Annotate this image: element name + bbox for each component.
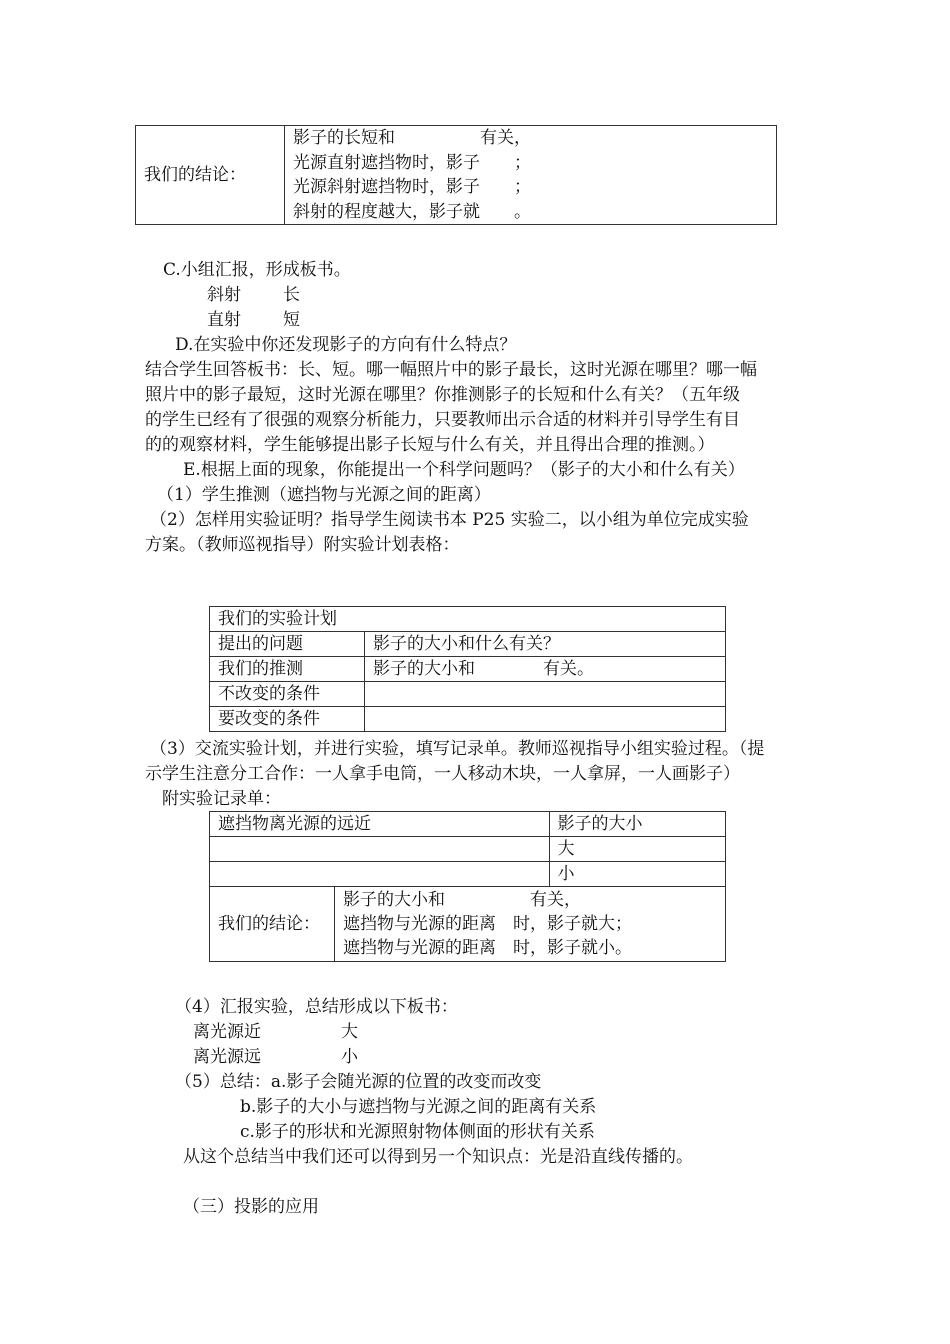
conclusion-line: 光源直射遮挡物时，影子 ； bbox=[293, 152, 531, 173]
board-line-1b: 长 bbox=[283, 285, 300, 305]
summary-b: b.影子的大小与遮挡物与光源之间的距离有关系 bbox=[240, 1097, 597, 1117]
board-line-1a: 斜射 bbox=[207, 285, 241, 305]
section-heading: （三）投影的应用 bbox=[183, 1197, 319, 1217]
record-header-distance: 遮挡物离光源的远近 bbox=[210, 812, 550, 837]
experiment-record-table bbox=[209, 811, 726, 962]
conclusion-line: 光源斜射遮挡物时，影子 ； bbox=[293, 177, 531, 197]
board-line-4a: 离光源远 bbox=[193, 1047, 261, 1067]
record-cell-size: 大 bbox=[549, 837, 725, 862]
paragraph-line: 结合学生回答板书：长、短。哪一幅照片中的影子最长，这时光源在哪里？哪一幅 bbox=[145, 360, 757, 380]
step-5: （5）总结：a.影子会随光源的位置的改变而改变 bbox=[175, 1072, 542, 1092]
experiment-plan-table bbox=[209, 606, 726, 732]
board-line-3b: 大 bbox=[341, 1022, 358, 1042]
step-3-cont: 示学生注意分工合作：一人拿手电筒，一人移动木块，一人拿屏，一人画影子） bbox=[145, 764, 740, 784]
plan-title: 我们的实验计划 bbox=[210, 607, 726, 632]
record-conclusion-line: 遮挡物与光源的距离 时，影子就小。 bbox=[343, 938, 632, 958]
step-1: （1）学生推测（遮挡物与光源之间的距离） bbox=[157, 485, 491, 505]
paragraph-line: 照片中的影子最短，这时光源在哪里？你推测影子的长短和什么有关？（五年级 bbox=[145, 385, 740, 405]
summary-note: 从这个总结当中我们还可以得到另一个知识点：光是沿直线传播的。 bbox=[183, 1147, 693, 1167]
summary-c: c.影子的形状和光源照射物体侧面的形状有关系 bbox=[240, 1122, 595, 1142]
paragraph-line: 的的观察材料，学生能够提出影子长短与什么有关，并且得出合理的推测。） bbox=[145, 435, 715, 455]
step-4: （4）汇报实验，总结形成以下板书： bbox=[175, 997, 458, 1017]
record-conclusion-label: 我们的结论： bbox=[210, 887, 335, 962]
plan-row-label: 我们的推测 bbox=[210, 657, 365, 682]
plan-row-label: 要改变的条件 bbox=[210, 707, 365, 732]
record-conclusion-line: 影子的大小和 有关， bbox=[343, 890, 581, 910]
record-sheet-caption: 附实验记录单： bbox=[162, 789, 281, 809]
record-header-size: 影子的大小 bbox=[549, 812, 725, 837]
step-d: D.在实验中你还发现影子的方向有什么特点？ bbox=[175, 335, 517, 355]
plan-row-label: 不改变的条件 bbox=[210, 682, 365, 707]
board-line-4b: 小 bbox=[341, 1047, 358, 1067]
board-line-3a: 离光源近 bbox=[193, 1022, 261, 1042]
paragraph-line: 的学生已经有了很强的观察分析能力，只要教师出示合适的材料并引导学生有目 bbox=[145, 410, 740, 430]
board-line-2a: 直射 bbox=[207, 310, 241, 330]
record-conclusion-line: 遮挡物与光源的距离 时，影子就大； bbox=[343, 914, 632, 934]
step-3: （3）交流实验计划，并进行实验，填写记录单。教师巡视指导小组实验过程。（提 bbox=[150, 739, 765, 759]
step-e: E.根据上面的现象，你能提出一个科学问题吗？（影子的大小和什么有关） bbox=[183, 460, 745, 480]
record-cell-size: 小 bbox=[549, 862, 725, 887]
step-2: （2）怎样用实验证明？指导学生阅读书本 P25 实验二，以小组为单位完成实验 bbox=[150, 510, 749, 530]
plan-row-value: 影子的大小和 有关。 bbox=[365, 657, 726, 682]
record-cell-empty bbox=[210, 862, 550, 887]
step-c: C.小组汇报，形成板书。 bbox=[163, 260, 351, 280]
board-line-2b: 短 bbox=[283, 310, 300, 330]
plan-row-value: 影子的大小和什么有关？ bbox=[365, 632, 726, 657]
plan-row-value bbox=[365, 682, 726, 707]
plan-row-label: 提出的问题 bbox=[210, 632, 365, 657]
conclusion-line: 影子的长短和 有关， bbox=[293, 128, 531, 148]
conclusion-table-1 bbox=[135, 125, 777, 225]
conclusion-line: 斜射的程度越大，影子就 。 bbox=[293, 201, 531, 222]
conclusion-content bbox=[285, 126, 777, 225]
record-cell-empty bbox=[210, 837, 550, 862]
record-conclusion-content bbox=[335, 887, 726, 962]
step-2-cont: 方案。（教师巡视指导）附实验计划表格： bbox=[145, 535, 460, 555]
plan-row-value bbox=[365, 707, 726, 732]
conclusion-label: 我们的结论： bbox=[136, 126, 285, 225]
